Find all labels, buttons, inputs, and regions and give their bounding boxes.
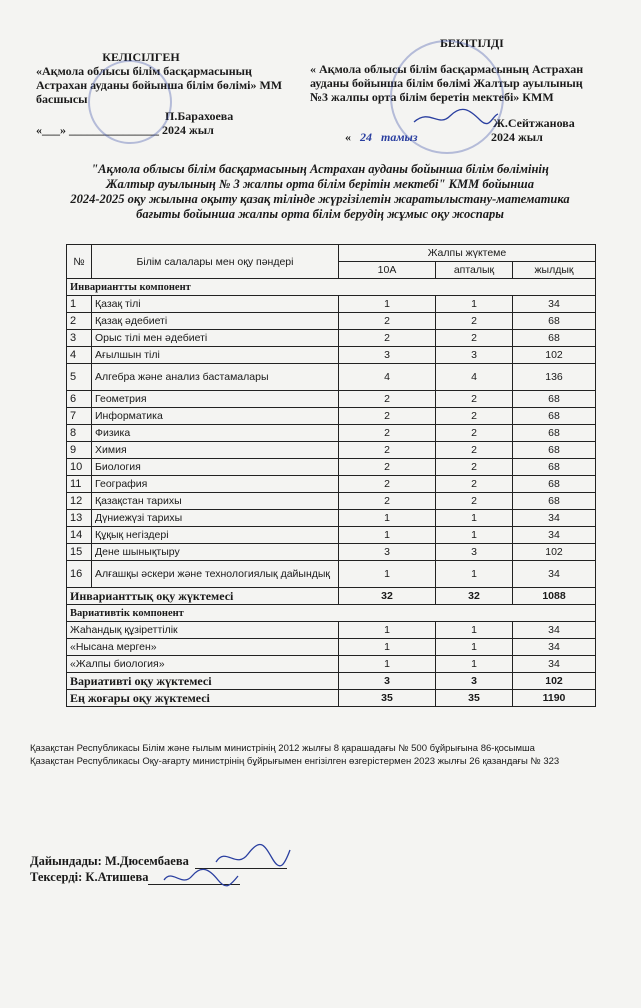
table-row [67,639,596,656]
row-yearly-hours: 136 [513,364,596,391]
row-class-hours: 2 [339,330,436,347]
header-year: жылдық [513,262,596,279]
row-number: 11 [67,476,92,493]
row-subject: Биология [92,459,339,476]
row-number: 3 [67,330,92,347]
table-row [67,425,596,442]
row-number: 4 [67,347,92,364]
max-total-label: Ең жоғары оқу жүктемесі [67,690,339,707]
variative-total-class: 3 [339,673,436,690]
row-yearly-hours: 102 [513,347,596,364]
row-class-hours: 1 [339,561,436,588]
section-invariant: Инвариантты компонент [67,279,596,296]
row-subject: Қазақстан тарихы [92,493,339,510]
header-num: № [67,245,92,279]
row-subject: Информатика [92,408,339,425]
row-class-hours: 2 [339,425,436,442]
invariant-rows [67,296,596,588]
row-weekly-hours: 2 [436,442,513,459]
row-weekly-hours: 2 [436,425,513,442]
curriculum-table [66,244,596,707]
row-weekly-hours: 1 [436,510,513,527]
row-max-total [67,690,596,707]
row-number: 6 [67,391,92,408]
row-yearly-hours: 34 [513,622,596,639]
row-class-hours: 1 [339,296,436,313]
table-row [67,493,596,510]
row-subject: Қазақ әдебиеті [92,313,339,330]
row-number: 5 [67,364,92,391]
row-weekly-hours: 3 [436,544,513,561]
row-class-hours: 1 [339,656,436,673]
row-weekly-hours: 1 [436,639,513,656]
row-number: 13 [67,510,92,527]
table-row [67,561,596,588]
row-subject: Геометрия [92,391,339,408]
approval-left-line2: Астрахан ауданы бойынша білім бөлімі» ММ [36,78,283,92]
row-yearly-hours: 102 [513,544,596,561]
row-number: 7 [67,408,92,425]
row-class-hours: 2 [339,459,436,476]
document-title [40,162,600,222]
checked-by: Тексерді: К.Атишева [30,870,149,884]
header-week: апталық [436,262,513,279]
approval-left-date: «___» _______________ 2024 жыл [36,123,214,137]
title-line4: бағыты бойынша жалпы орта білім берудің жұмыс оқу жоспары [136,207,504,221]
approval-right-line2: ауданы бойынша білім бөлімі Жалтыр ауылының [310,76,583,90]
row-weekly-hours: 1 [436,656,513,673]
row-weekly-hours: 1 [436,622,513,639]
footnote [30,742,630,768]
row-weekly-hours: 4 [436,364,513,391]
variative-rows [67,622,596,673]
variative-total-year: 102 [513,673,596,690]
section-variative: Вариативтік компонент [67,605,596,622]
row-class-hours: 1 [339,622,436,639]
row-yearly-hours: 34 [513,527,596,544]
row-weekly-hours: 2 [436,313,513,330]
table-row [67,442,596,459]
row-yearly-hours: 34 [513,510,596,527]
row-class-hours: 2 [339,391,436,408]
row-yearly-hours: 68 [513,425,596,442]
approval-right-month: тамыз [381,130,418,144]
row-weekly-hours: 2 [436,476,513,493]
header-subject: Білім салалары мен оқу пәндері [92,245,339,279]
table-row [67,408,596,425]
invariant-total-class: 32 [339,588,436,605]
row-subject: Химия [92,442,339,459]
table-row [67,622,596,639]
footnote-line2: Қазақстан Республикасы Оқу-ағарту министрінің бұйрығымен енгізілген өзгерістермен 2023 жылғы 26 қазандағы № 323 [30,756,560,767]
approval-left-line3: басшысы [36,92,88,106]
row-weekly-hours: 2 [436,391,513,408]
approval-left-line1: «Ақмола облысы білім басқармасының [36,64,252,78]
row-yearly-hours: 68 [513,493,596,510]
invariant-total-week: 32 [436,588,513,605]
row-number: 15 [67,544,92,561]
row-subject: География [92,476,339,493]
header-class: 10А [339,262,436,279]
row-class-hours: 1 [339,510,436,527]
approval-right-year: 2024 жыл [491,130,543,144]
title-line1: "Ақмола облысы білім басқармасының Астрахан ауданы бойынша білім бөлімінің [91,162,549,176]
row-subject: Алгебра және анализ бастамалары [92,364,339,391]
row-class-hours: 2 [339,476,436,493]
variative-total-week: 3 [436,673,513,690]
signature-checked [160,864,240,894]
row-subject: Орыс тілі мен әдебиеті [92,330,339,347]
row-subject: Жаһандық құзіреттілік [67,622,339,639]
row-subject: «Жалпы биология» [67,656,339,673]
variative-total-label: Вариативті оқу жүктемесі [67,673,339,690]
row-number: 12 [67,493,92,510]
approval-right-day: 24 [360,130,372,144]
footnote-line1: Қазақстан Республикасы Білім және ғылым министрінің 2012 жылғы 8 қарашадағы № 500 бұйрығына 86-қосымша [30,743,535,754]
approval-right-line1: « Ақмола облысы білім басқармасының Астрахан [310,62,584,76]
signature-director [410,106,500,130]
row-number: 9 [67,442,92,459]
row-weekly-hours: 2 [436,330,513,347]
row-class-hours: 3 [339,544,436,561]
row-subject: Алғашқы әскери және технологиялық дайындық [92,561,339,588]
table-row [67,527,596,544]
row-number: 14 [67,527,92,544]
row-yearly-hours: 34 [513,656,596,673]
row-invariant-total [67,588,596,605]
approval-right-date-open: « [345,130,351,144]
row-number: 2 [67,313,92,330]
row-yearly-hours: 68 [513,476,596,493]
invariant-total-label: Инварианттық оқу жүктемесі [67,588,339,605]
table-row [67,296,596,313]
row-subject: Дене шынықтыру [92,544,339,561]
row-weekly-hours: 2 [436,493,513,510]
seal-left [88,60,172,144]
table-row [67,347,596,364]
row-yearly-hours: 68 [513,313,596,330]
row-number: 1 [67,296,92,313]
table-row [67,391,596,408]
row-number: 16 [67,561,92,588]
table-row [67,544,596,561]
row-yearly-hours: 34 [513,296,596,313]
seal-right [390,40,504,154]
row-subject: Дүниежүзі тарихы [92,510,339,527]
table-row [67,459,596,476]
table-row [67,476,596,493]
row-weekly-hours: 2 [436,459,513,476]
row-subject: Құқық негіздері [92,527,339,544]
row-yearly-hours: 34 [513,561,596,588]
row-variative-total [67,673,596,690]
row-subject: Физика [92,425,339,442]
row-number: 10 [67,459,92,476]
row-class-hours: 2 [339,493,436,510]
table-row [67,656,596,673]
row-subject: «Нысана мерген» [67,639,339,656]
max-total-week: 35 [436,690,513,707]
approval-right-line3: №3 жалпы орта білім беретін мектебі» КММ [310,90,554,104]
table-row [67,364,596,391]
row-weekly-hours: 1 [436,561,513,588]
title-line3: 2024-2025 оқу жылына оқыту қазақ тілінде жүргізілетін жаратылыстану-математика [70,192,570,206]
table-row [67,330,596,347]
header-load: Жалпы жүктеме [339,245,596,262]
row-class-hours: 1 [339,527,436,544]
row-yearly-hours: 68 [513,408,596,425]
table-row [67,510,596,527]
invariant-total-year: 1088 [513,588,596,605]
row-yearly-hours: 34 [513,639,596,656]
row-weekly-hours: 3 [436,347,513,364]
row-yearly-hours: 68 [513,330,596,347]
approval-left-signer: П.Барахоева [165,109,234,123]
row-subject: Ағылшын тілі [92,347,339,364]
row-yearly-hours: 68 [513,391,596,408]
row-yearly-hours: 68 [513,442,596,459]
approval-right-heading: БЕКІТІЛДІ [440,36,504,50]
title-line2: Жалтыр ауылының № 3 жалпы орта білім берітін мектебі" КММ бойынша [106,177,534,191]
row-class-hours: 1 [339,639,436,656]
row-weekly-hours: 1 [436,527,513,544]
row-subject: Қазақ тілі [92,296,339,313]
prepared-by: Дайындады: М.Дюсембаева [30,854,189,868]
row-class-hours: 2 [339,408,436,425]
table-row [67,313,596,330]
row-weekly-hours: 1 [436,296,513,313]
row-class-hours: 2 [339,442,436,459]
row-number: 8 [67,425,92,442]
row-class-hours: 4 [339,364,436,391]
approval-left-heading: КЕЛІСІЛГЕН [102,50,180,64]
row-class-hours: 2 [339,313,436,330]
row-yearly-hours: 68 [513,459,596,476]
approval-right-signer: Ж.Сейтжанова [493,116,575,130]
max-total-class: 35 [339,690,436,707]
max-total-year: 1190 [513,690,596,707]
row-class-hours: 3 [339,347,436,364]
row-weekly-hours: 2 [436,408,513,425]
